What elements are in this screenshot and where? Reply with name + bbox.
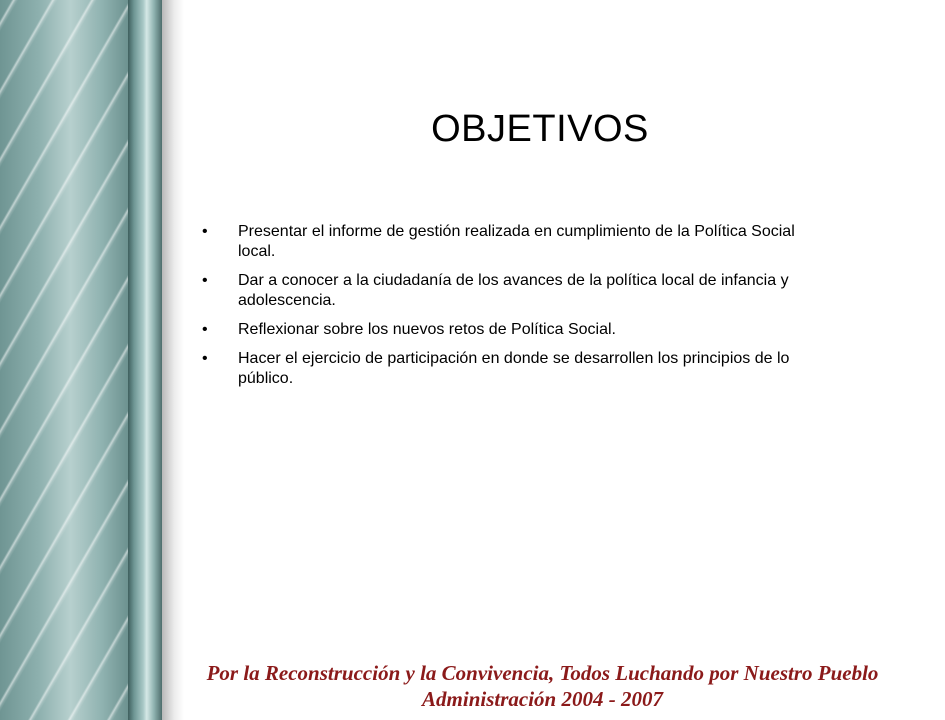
footer-line-slogan: Por la Reconstrucción y la Convivencia, Todos Luchando por Nuestro Pueblo [206,661,879,685]
footer-line-administration: Administración 2004 - 2007 [422,687,663,711]
bullet-icon: • [202,350,208,367]
column-shadow [162,0,184,720]
list-item [200,320,820,340]
list-item-text: Hacer el ejercicio de participación en donde se desarrollen los principios de lo público. [238,350,790,387]
objectives-list [200,222,820,398]
list-item [200,222,820,262]
list-item [200,271,820,311]
list-item-text: Presentar el informe de gestión realizada en cumplimiento de la Política Social local. [238,223,795,260]
footer-slogan [185,660,900,712]
bullet-icon: • [202,272,208,289]
list-item-text: Dar a conocer a la ciudadanía de los avances de la política local de infancia y adolescencia. [238,272,789,309]
decorative-side-panel [0,0,128,720]
bullet-icon: • [202,321,208,338]
list-item [200,349,820,389]
bullet-icon: • [202,223,208,240]
list-item-text: Reflexionar sobre los nuevos retos de Política Social. [238,321,616,338]
decorative-column [128,0,162,720]
slide-title: OBJETIVOS [431,108,649,150]
